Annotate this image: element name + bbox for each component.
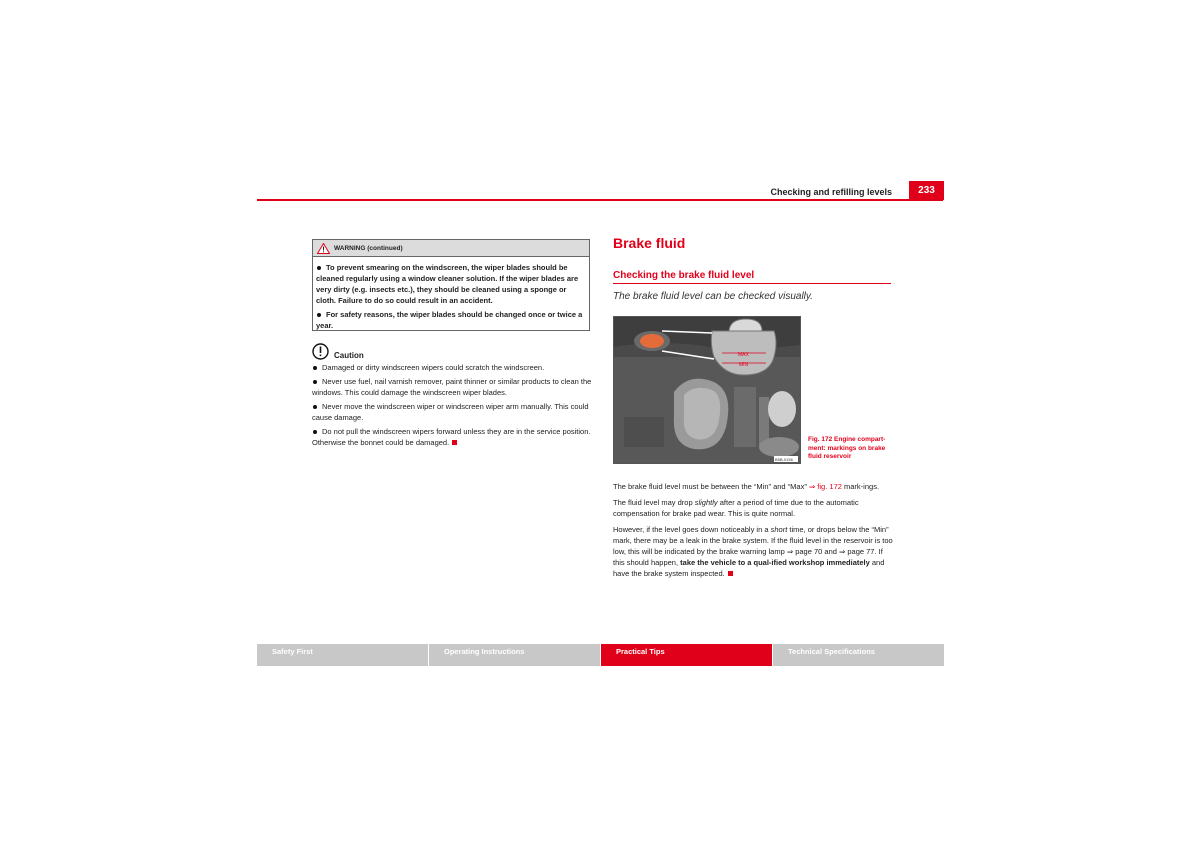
bullet-icon bbox=[313, 430, 317, 434]
bullet-icon bbox=[313, 366, 317, 370]
section-end-icon bbox=[452, 440, 457, 445]
section-end-icon bbox=[728, 571, 733, 576]
engine-compartment-figure bbox=[613, 316, 801, 464]
subsection-heading: Checking the brake fluid level bbox=[613, 270, 755, 281]
warning-triangle-icon bbox=[317, 243, 330, 254]
warning-item: For safety reasons, the wiper blades should be changed once or twice a year. bbox=[316, 310, 583, 330]
footer-tab-practical-tips[interactable]: Practical Tips bbox=[601, 644, 772, 666]
page-number: 233 bbox=[909, 181, 944, 200]
footer-tab-safety-first[interactable]: Safety First bbox=[257, 644, 428, 666]
caution-exclamation-icon bbox=[312, 343, 329, 360]
subheading-rule bbox=[613, 283, 891, 284]
caution-title: Caution bbox=[334, 351, 364, 360]
caution-list bbox=[312, 362, 592, 451]
bullet-icon bbox=[317, 313, 321, 317]
paragraph: The fluid level may drop slightly after a period of time due to the automatic compensation for brake pad wear. This is quite normal. bbox=[613, 498, 859, 518]
figure-min-label: MIN bbox=[739, 362, 749, 368]
warning-item: To prevent smearing on the windscreen, the wiper blades should be cleaned regularly using a window cleaner solution. If the wiper blades are very dirty (e.g. insects etc.), they should be cleaned using a sponge or cloth. Failure to do so could result in an accident. bbox=[316, 263, 579, 305]
body-text bbox=[613, 481, 893, 584]
caution-item: Never use fuel, nail varnish remover, paint thinner or similar products to clean the windows. This could damage the windscreen wiper blades. bbox=[312, 377, 592, 397]
bullet-icon bbox=[313, 405, 317, 409]
header-rule bbox=[257, 199, 943, 201]
intro-text: The brake fluid level can be checked visually. bbox=[613, 291, 813, 302]
caution-item: Never move the windscreen wiper or windscreen wiper arm manually. This could cause damage. bbox=[312, 402, 589, 422]
figure-max-label: MAX bbox=[738, 352, 749, 358]
caution-item: Do not pull the windscreen wipers forward unless they are in the service position. Otherwise the bonnet could be damaged. bbox=[312, 427, 591, 447]
figure-code: B5B-0156 bbox=[775, 457, 793, 462]
figure-reference-link[interactable]: ⇒ fig. 172 bbox=[808, 482, 842, 491]
bullet-icon bbox=[313, 380, 317, 384]
paragraph: The brake fluid level must be between the “Min” and “Max” ⇒ fig. 172 mark-ings. bbox=[613, 482, 880, 491]
caution-header bbox=[312, 343, 364, 360]
bullet-icon bbox=[317, 266, 321, 270]
running-header-title: Checking and refilling levels bbox=[770, 187, 892, 197]
paragraph: However, if the level goes down noticeably in a short time, or drops below the “Min” mark, there may be a leak in the brake system. If the fluid level in the reservoir is too low, this will be indicated by the brake warning lamp ⇒ page 70 and ⇒ page 77. If this should happen, take the vehicle to a qual-ified workshop immediately and have the brake system inspected. bbox=[613, 525, 893, 578]
section-heading: Brake fluid bbox=[613, 235, 686, 251]
figure-caption: Fig. 172 Engine compart-ment: markings on brake fluid reservoir bbox=[808, 436, 886, 460]
warning-title: WARNING (continued) bbox=[334, 244, 403, 252]
caution-item: Damaged or dirty windscreen wipers could scratch the windscreen. bbox=[312, 362, 592, 373]
footer-tab-operating-instructions[interactable]: Operating Instructions bbox=[429, 644, 600, 666]
warning-box bbox=[312, 239, 590, 331]
footer-tab-technical-specifications[interactable]: Technical Specifications bbox=[773, 644, 944, 666]
engine-illustration bbox=[614, 317, 800, 463]
warning-header bbox=[313, 240, 589, 257]
